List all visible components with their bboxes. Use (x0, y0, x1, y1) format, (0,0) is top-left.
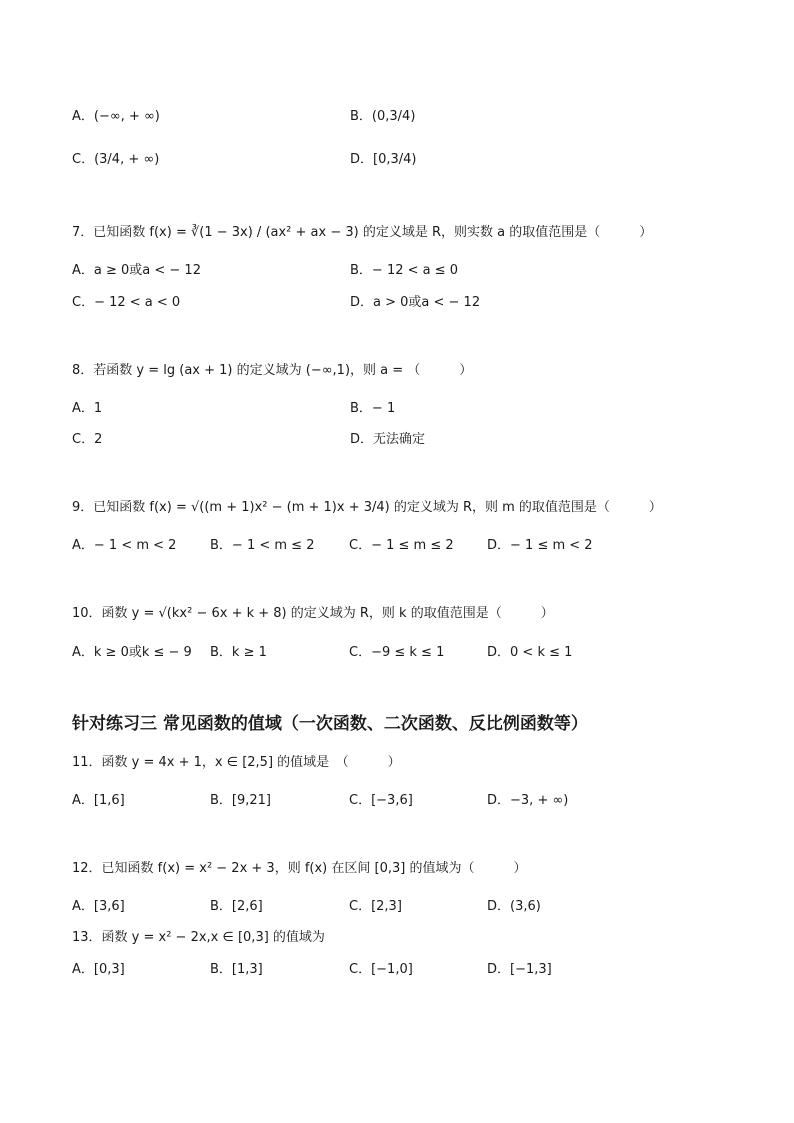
q10-option-c: C．−9 ≤ k ≤ 1 (349, 645, 445, 660)
q9-option-b: B．− 1 < m ≤ 2 (210, 538, 315, 553)
q8-option-d: D．无法确定 (350, 432, 426, 447)
q7-option-a: A．a ≥ 0或a < − 12 (72, 263, 201, 278)
q6-option-d: D．[0,3/4) (350, 152, 417, 167)
q10-option-b: B．k ≥ 1 (210, 645, 267, 660)
q12-option-a: A．[3,6] (72, 899, 125, 914)
q8-option-c: C．2 (72, 432, 103, 447)
q12-question: 12．已知函数 f(x) = x² − 2x + 3，则 f(x) 在区间 [0,3] 的值域为（ ） (72, 861, 527, 876)
q9-option-d: D．− 1 ≤ m < 2 (487, 538, 593, 553)
q11-option-c: C．[−3,6] (349, 793, 413, 808)
q6-option-a: A．(−∞, + ∞) (72, 109, 160, 124)
q10-option-d: D．0 < k ≤ 1 (487, 645, 573, 660)
q13-option-c: C．[−1,0] (349, 962, 413, 977)
q8-option-a: A．1 (72, 401, 103, 416)
q11-option-d: D．−3, + ∞) (487, 793, 569, 808)
section-title: 针对练习三 常见函数的值域（一次函数、二次函数、反比例函数等） (72, 714, 588, 734)
q9-question: 9．已知函数 f(x) = √((m + 1)x² − (m + 1)x + 3/4) 的定义域为 R，则 m 的取值范围是（ ） (72, 500, 662, 515)
q13-option-b: B．[1,3] (210, 962, 263, 977)
q11-option-a: A．[1,6] (72, 793, 125, 808)
q13-option-d: D．[−1,3] (487, 962, 552, 977)
q7-option-c: C．− 12 < a < 0 (72, 295, 181, 310)
q10-option-a: A．k ≥ 0或k ≤ − 9 (72, 645, 192, 660)
q10-question: 10．函数 y = √(kx² − 6x + k + 8) 的定义域为 R，则 k 的取值范围是（ ） (72, 606, 554, 621)
q12-option-c: C．[2,3] (349, 899, 402, 914)
q7-option-b: B．− 12 < a ≤ 0 (350, 263, 459, 278)
q6-option-b: B．(0,3/4) (350, 109, 416, 124)
q12-option-d: D．(3,6) (487, 899, 541, 914)
q9-option-c: C．− 1 ≤ m ≤ 2 (349, 538, 454, 553)
q6-option-c: C．(3/4, + ∞) (72, 152, 160, 167)
q8-question: 8．若函数 y = lg (ax + 1) 的定义域为 (−∞,1)，则 a = （ ） (72, 363, 473, 378)
q7-option-d: D．a > 0或a < − 12 (350, 295, 481, 310)
q8-option-b: B．− 1 (350, 401, 396, 416)
q7-question: 7．已知函数 f(x) = ∛(1 − 3x) / (ax² + ax − 3) 的定义域是 R，则实数 a 的取值范围是（ ） (72, 225, 653, 240)
q11-option-b: B．[9,21] (210, 793, 272, 808)
q13-option-a: A．[0,3] (72, 962, 125, 977)
q12-option-b: B．[2,6] (210, 899, 263, 914)
q11-question: 11．函数 y = 4x + 1，x ∈ [2,5] 的值域是 （ ） (72, 755, 401, 770)
q13-question: 13．函数 y = x² − 2x,x ∈ [0,3] 的值域为 (72, 930, 325, 945)
q9-option-a: A．− 1 < m < 2 (72, 538, 177, 553)
